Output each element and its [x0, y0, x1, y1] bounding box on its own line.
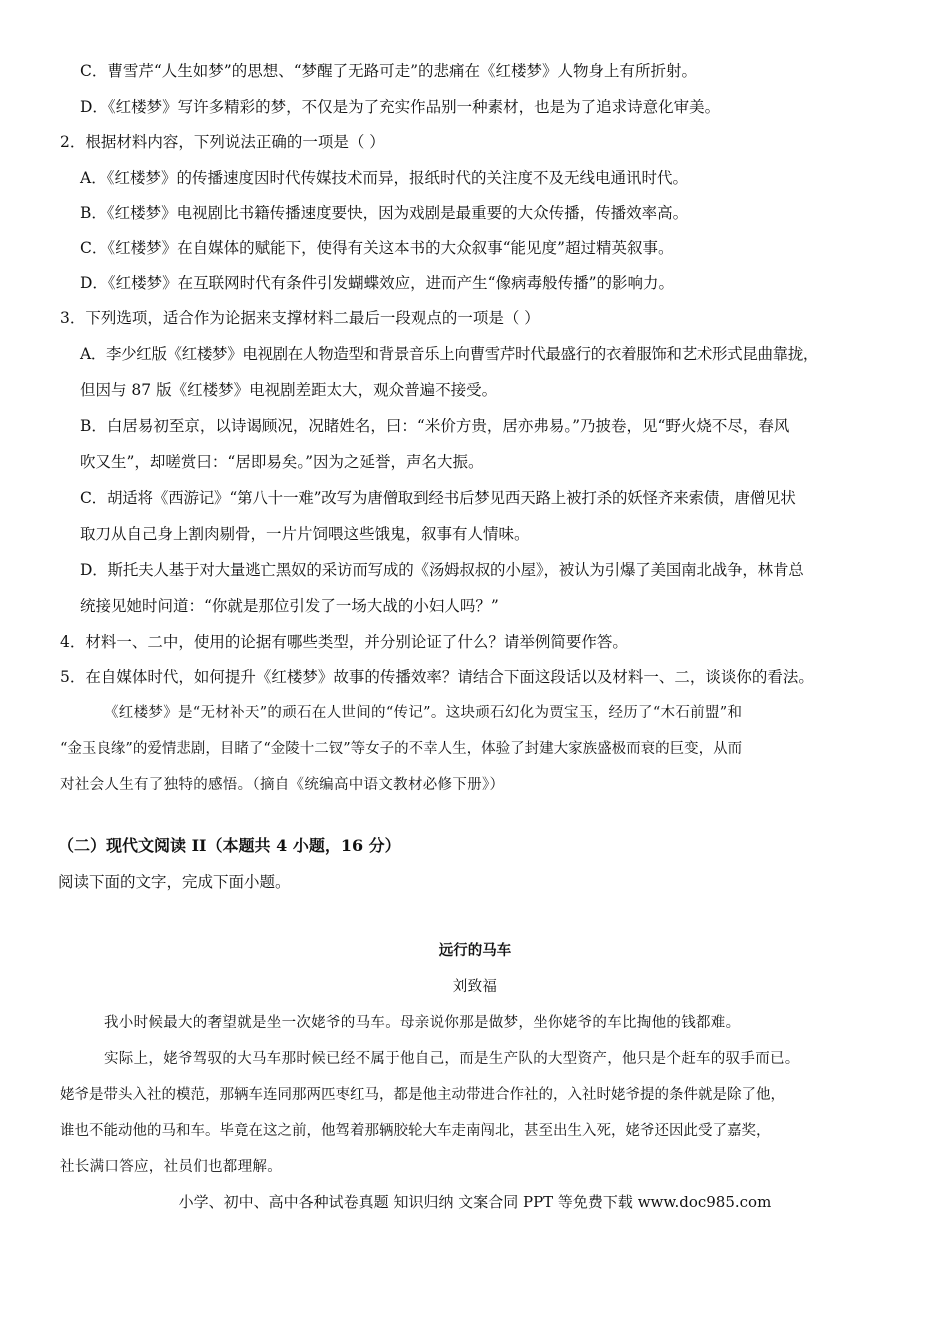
q3-option-b-line2: 吹又生”，却嗟赏曰：“居即易矣。”因为之延誉，声名大振。: [80, 453, 484, 471]
q3-option-c-line2: 取刀从自己身上割肉剔骨，一片片饲喂这些饿鬼，叙事有人情味。: [80, 525, 530, 543]
page-footer: 小学、初中、高中各种试卷真题 知识归纳 文案合同 PPT 等免费下载 www.doc985.com: [178, 1193, 772, 1211]
quote-line1: 《红楼梦》是“无材补天”的顽石在人世间的“传记”。这块顽石幻化为贾宝玉，经历了“木石前盟”和: [104, 705, 743, 721]
q3-option-d-line2: 统接见她时问道：“你就是那位引发了一场大战的小妇人吗？”: [80, 597, 499, 615]
story-paragraph-2-line1: 实际上，姥爷驾驭的大马车那时候已经不属于他自己，而是生产队的大型资产，他只是个赶车的驭手而已。: [104, 1051, 800, 1067]
section-instruction: 阅读下面的文字，完成下面小题。: [58, 873, 291, 891]
q3-stem: 3．下列选项，适合作为论据来支撑材料二最后一段观点的一项是（ ）: [60, 309, 540, 327]
q2-option-c: C．《红楼梦》在自媒体的赋能下，使得有关这本书的大众叙事“能见度”超过精英叙事。: [80, 239, 674, 257]
q2-stem: 2．根据材料内容，下列说法正确的一项是（ ）: [60, 133, 385, 151]
q3-option-c-line1: C．胡适将《西游记》“第八十一难”改写为唐僧取到经书后梦见西天路上被打杀的妖怪齐来索债，唐僧见状: [80, 489, 796, 507]
q3-option-b-line1: B．白居易初至京，以诗谒顾况，况睹姓名，曰：“米价方贵，居亦弗易。”乃披卷，见“野火烧不尽，春风: [80, 417, 790, 435]
q1-option-c: C．曹雪芹“人生如梦”的思想、“梦醒了无路可走”的悲痛在《红楼梦》人物身上有所折射。: [80, 62, 698, 80]
q2-option-a: A．《红楼梦》的传播速度因时代传媒技术而异，报纸时代的关注度不及无线电通讯时代。: [80, 169, 688, 187]
story-paragraph-2-line3: 谁也不能动他的马和车。毕竟在这之前，他驾着那辆胶轮大车走南闯北，甚至出生入死，姥爷还因此受了嘉奖，: [60, 1123, 771, 1139]
q5: 5．在自媒体时代，如何提升《红楼梦》故事的传播效率？请结合下面这段话以及材料一、二，谈谈你的看法。: [60, 668, 814, 686]
quote-line2: “金玉良缘”的爱情悲剧，目睹了“金陵十二钗”等女子的不幸人生，体验了封建大家族盛极而衰的巨变，从而: [60, 741, 743, 757]
story-paragraph-2-line2: 姥爷是带头入社的模范，那辆车连同那两匹枣红马，都是他主动带进合作社的，入社时姥爷提的条件就是除了他，: [60, 1087, 785, 1103]
story-author: 刘致福: [452, 979, 498, 995]
q3-option-a-line1: A．李少红版《红楼梦》电视剧在人物造型和背景音乐上向曹雪芹时代最盛行的衣着服饰和艺术形式昆曲靠拢，: [80, 345, 819, 363]
section-heading: （二）现代文阅读 II（本题共 4 小题，16 分）: [58, 836, 401, 855]
story-paragraph-2-line4: 社长满口答应，社员们也都理解。: [60, 1159, 282, 1175]
story-paragraph-1: 我小时候最大的奢望就是坐一次姥爷的马车。母亲说你那是做梦，坐你姥爷的车比掏他的钱都难。: [104, 1015, 741, 1031]
q1-option-d: D．《红楼梦》写许多精彩的梦，不仅是为了充实作品别一种素材，也是为了追求诗意化审美。: [80, 98, 721, 116]
q3-option-a-line2: 但因与 87 版《红楼梦》电视剧差距太大，观众普遍不接受。: [80, 381, 498, 399]
story-title: 远行的马车: [438, 942, 512, 959]
q3-option-d-line1: D．斯托夫人基于对大量逃亡黑奴的采访而写成的《汤姆叔叔的小屋》，被认为引爆了美国南北战争，林肯总: [80, 561, 804, 579]
quote-line3: 对社会人生有了独特的感悟。（摘自《统编高中语文教材必修下册》）: [60, 777, 505, 793]
q2-option-b: B．《红楼梦》电视剧比书籍传播速度要快，因为戏剧是最重要的大众传播，传播效率高。: [80, 204, 689, 222]
q4: 4．材料一、二中，使用的论据有哪些类型，并分别论证了什么？请举例简要作答。: [60, 633, 628, 651]
q2-option-d: D．《红楼梦》在互联网时代有条件引发蝴蝶效应，进而产生“像病毒般传播”的影响力。: [80, 274, 675, 292]
